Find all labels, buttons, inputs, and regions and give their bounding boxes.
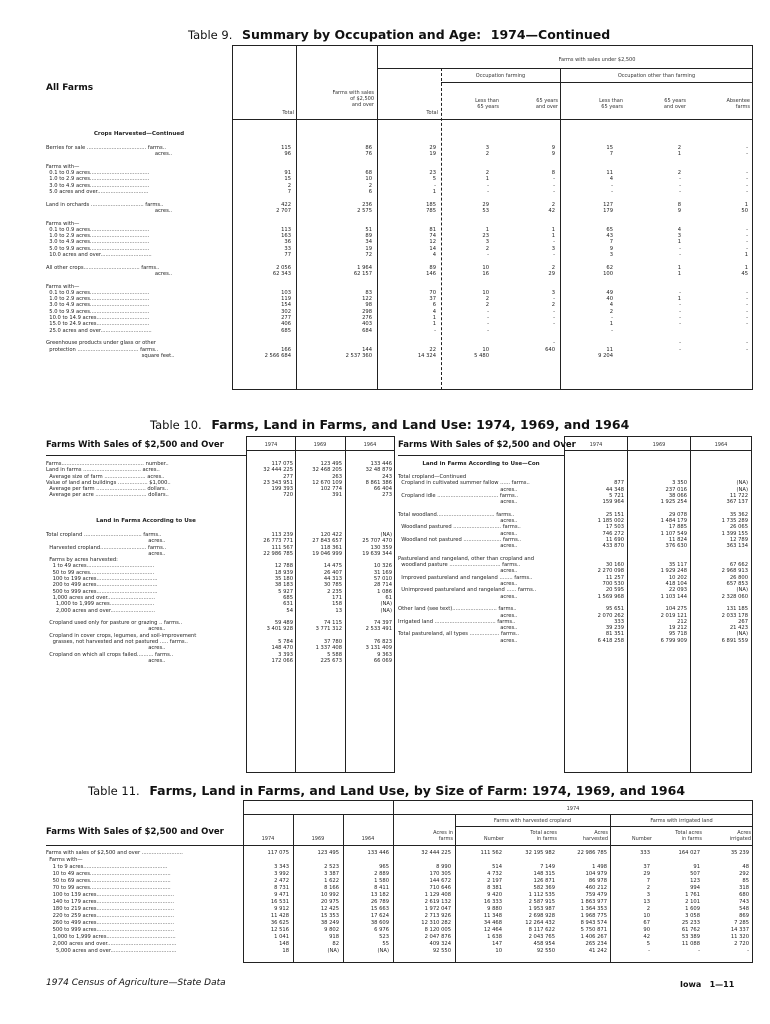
footer-page-number: Iowa 1—11 [680, 980, 735, 989]
t11-h-1974: 1974 [566, 806, 580, 812]
t10-right-hrule [564, 450, 752, 451]
t11-col-tot2: 164 027 91 507 123 994 1 761 2 101 1 609 3 058 25 233 61 762 53 389 11 088 - [678, 850, 700, 954]
t9-col-total2: 29 19 23 5 - 1 185 785 81 74 12 14 4 89 146 70 37 6 4 1 1 - 22 14 324 [417, 145, 436, 359]
t10-sep-l1 [295, 436, 296, 773]
t9-sep4 [560, 68, 561, 390]
t9-c-total: Total [282, 110, 294, 116]
t11-c-irr: Acres irrigated [729, 830, 751, 842]
t10-sec-right: Land in Farms According to Use—Con [422, 461, 540, 467]
t9-row-labels: Berries for sale .................................... farms.. acres.. Farms with— 0.1 to 0.9 acres.................................... 1.0 to 2.9 acres.................................... 3.0 to 4.9 acres.................................... 5.0 acres and over............................... Land in orchards ................................ farms.. acres.. Farms with— 0.1 to 0.9 acres.................................... 1.0 to 2.9 acres.................................... 3.0 to 4.9 acres.................................... 5.0 to 9.9 acres.................................... 10.0 acres and over............................... All other crops.................................. farms.. acres.. Farms with— 0.1 to 0.9 acres.................................... 1.0 to 2.9 acres.................................... 3.0 to 4.9 acres.................................... 5.0 to 9.9 acres.................................... 10.0 to 14.9 acres................................ 15.0 to 24.9 acres................................ 25.0 acres and over............................... Greenhouse products under glass or other protection ..................................... farms.. square feet.. [46, 145, 175, 359]
t10-head-right: Farms With Sales of $2,500 and Over [398, 440, 576, 450]
t11-c-1964: 1964 [361, 836, 375, 842]
footer-source: 1974 Census of Agriculture—State Data [46, 978, 226, 988]
table9-year: 1974—Continued [490, 27, 611, 42]
table9-heading: Summary by Occupation and Age: [242, 27, 482, 42]
all-farms-label: All Farms [46, 83, 94, 93]
t9-h-under: Farms with sales under $2,500 [558, 57, 636, 63]
t10-l-1964: 1964 [363, 442, 377, 448]
t11-sep2 [343, 814, 344, 963]
t11-col-num1: 111 562 514 4 732 2 197 8 381 9 420 16 333 9 880 11 348 34 468 12 464 1 638 147 10 [480, 850, 502, 954]
t10-head-left: Farms With Sales of $2,500 and Over [46, 440, 224, 450]
t11-sep4 [455, 814, 456, 963]
t11-left-underline [46, 845, 243, 846]
t11-c-num2: Number [631, 836, 652, 842]
t10-l-1974: 1974 [264, 442, 278, 448]
t11-rule-top [243, 814, 753, 815]
table11-heading: Farms, Land in Farms, and Land Use, by Size of Farm: 1974, 1969, and 1964 [149, 783, 686, 798]
t10-left-hrule [246, 450, 395, 451]
t11-col-harv: 22 986 785 1 498 104 979 86 978 460 212 759 479 1 863 977 1 364 353 1 968 775 8 943 574 5 750 871 1 406 267 265 234 41 242 [577, 850, 607, 954]
t11-c-acres: Acres in farms [433, 830, 453, 842]
t10-l-col-1969: 120 422 27 843 657 118 361 19 046 999 14 475 26 407 44 313 30 785 2 235 171 158 13 74 115 3 771 312 37 780 1 337 408 5 588 225 673 [312, 532, 342, 664]
t9-sep3 [441, 68, 442, 390]
t10-right-underline [398, 455, 564, 456]
t9-c-lt65a: Less than 65 years [475, 98, 499, 110]
t11-col-irr: 35 239 48 292 85 318 680 743 548 869 7 285 14 337 11 320 2 720 - [730, 850, 749, 954]
t10-left-underline [46, 455, 246, 456]
t9-c-65a: 65 years and over [535, 98, 558, 110]
t11-sep3 [393, 800, 394, 963]
t11-row-labels: Farms with sales of $2,500 and over ......................... Farms with— 1 to 9 acres................................................... 10 to 49 acres................................................. 50 to 69 acres................................................. 70 to 99 acres................................................. 100 to 139 acres............................................... 140 to 179 acres............................................... 180 to 219 acres............................................... 220 to 259 acres............................................... 260 to 499 acres............................................... 500 to 999 acres............................................... 1,000 to 1,999 acres.......................................... 2,000 acres and over.......................................... 5,000 acres and over........................................ [46, 850, 183, 954]
t10-r-col-1969: 3 350 237 016 38 066 1 925 254 29 078 1 484 179 17 885 1 107 549 11 824 376 630 35 117 1 929 248 10 202 418 104 22 093 1 103 144 104 275 2 019 121 212 19 212 95 718 6 799 909 [660, 480, 687, 644]
t9-c-65b: 65 years and over [663, 98, 686, 110]
table9-topline [232, 45, 753, 46]
t10-r-1974: 1974 [589, 442, 603, 448]
t11-col-1969: 123 495 2 523 3 387 1 622 8 166 10 992 20 975 12 425 15 353 38 249 9 802 918 82 (NA) [317, 850, 339, 954]
t11-c-num1: Number [483, 836, 504, 842]
t11-rule-hdr [243, 845, 753, 846]
t11-sep1 [293, 814, 294, 963]
t9-col-sales: 86 76 68 10 2 6 236 2 575 51 89 34 19 72 1 964 62 157 83 122 98 298 276 403 684 144 2 537 360 [345, 145, 372, 359]
t9-col-65b: 2 1 2 - - - 8 9 4 3 1 - - 1 1 - 1 - - - - - - [677, 145, 681, 353]
t10-l-col-1974: 113 239 26 773 771 111 567 22 986 785 12 788 18 939 35 180 38 183 5 927 685 631 54 59 489 3 401 928 5 784 148 470 3 393 172 066 [263, 532, 293, 664]
t10-sep-r2 [690, 436, 691, 773]
table10-title [150, 417, 629, 432]
table9-number: Table 9. [188, 28, 233, 42]
t10-lt-1964: 133 446 32 48 879 243 8 861 386 66 404 273 [365, 461, 392, 499]
t9-col-total: 115 96 91 15 2 7 422 2 707 113 163 36 33 77 2 056 62 343 103 119 154 302 277 406 685 166 2 566 684 [264, 145, 291, 359]
table11-title [88, 783, 685, 798]
t11-c-tot2: Total acres in farms [675, 830, 702, 842]
t11-sep5 [610, 814, 611, 963]
t9-subrule2 [441, 82, 753, 83]
t11-c-1974: 1974 [261, 836, 275, 842]
t9-sep1 [296, 45, 297, 390]
table9-title [188, 27, 610, 42]
t9-col-lt65a: 3 2 2 1 - - 29 53 1 23 3 2 - 10 16 10 2 2 - - - - 10 5 480 [474, 145, 489, 359]
t10-lt-1969: 123 495 32 468 205 263 12 670 109 102 774 391 [312, 461, 342, 499]
table10-heading: Farms, Land in Farms, and Land Use: 1974, 1969, and 1964 [211, 417, 630, 432]
t11-head: Farms With Sales of $2,500 and Over [46, 827, 224, 837]
table10-number: Table 10. [150, 418, 202, 432]
t10-r-col-1964: (NA) (NA) 11 722 367 137 35 362 1 735 289 26 065 1 399 155 12 789 363 134 67 662 2 968 913 26 800 657 853 (NA) 2 328 060 131 185 2 033 178 267 21 423 (NA) 6 891 559 [721, 480, 748, 644]
t10-r-1969: 1969 [652, 442, 666, 448]
t9-sep2 [377, 45, 378, 390]
t9-subrule [377, 68, 753, 69]
t9-col-65a: 9 9 8 - - - 2 42 1 1 - 3 - 2 29 3 - 2 - - - - 640 [545, 145, 555, 353]
t9-col-lt65b: 15 7 11 4 - - 127 179 65 43 7 9 3 62 100 49 40 4 2 - 1 - 11 9 204 [598, 145, 613, 359]
t9-section: Crops Harvested—Continued [93, 131, 185, 137]
t10-lt-1974: 117 075 32 444 225 277 23 343 951 199 393 720 [263, 461, 293, 499]
t10-left-top-labels: Farms.................................................. number.. Land in farms ................................... acres.. Average size of farm ......................... acres.. Value of land and buildings .................. $1,000.. Average per farm .............................. dollars.. Average per acre ............................... dollars.. [46, 461, 171, 499]
t9-col-abs: - - - - - - 1 50 - - - - 1 1 45 - - - - - - - - [741, 145, 748, 353]
t10-sec-left: Land in Farms According to Use [96, 518, 196, 524]
table9-header-rule [232, 119, 753, 120]
t10-r-1964: 1964 [714, 442, 728, 448]
t10-sep-l2 [345, 436, 346, 773]
t10-l-col-1964: (NA) 25 707 470 130 359 19 639 344 10 326 31 169 57 010 28 714 1 086 61 (NA) (NA) 74 397 2 533 491 76 823 3 131 409 9 363 66 069 [362, 532, 392, 664]
t11-c-harv: Acres harvested [582, 830, 608, 842]
table11-number: Table 11. [88, 784, 140, 798]
t9-h-occ: Occupation farming [475, 73, 526, 79]
t10-right-labels: Total cropland—Continued Cropland in cultivated summer fallow ...... farms.. acres.. Cropland idle ..................................... farms.. acres.. Total woodland................................... farms.. acres.. Woodland pastured ............................. farms.. acres.. Woodland not pastured ....................... farms.. acres.. Pastureland and rangeland, other than cropland and woodland pasture ............................... farms.. acres.. Improved pastureland and rangeland ........ farms.. acres.. Unimproved pastureland and rangeland ...... farms.. acres.. Other land (see text)........................... farms.. acres.. Irrigated land ..................................... farms.. acres.. Total pastureland, all types .................. farms.. acres.. [398, 474, 537, 644]
t11-col-1964: 133 446 965 2 889 1 580 8 411 13 182 26 789 15 663 17 624 38 609 6 976 523 55 (NA) [367, 850, 389, 954]
t9-c-sales: Farms with sales of $2,500 and over [332, 90, 374, 108]
t11-h-harv: Farms with harvested cropland [493, 818, 572, 824]
t10-left-labels: Total cropland ................................... farms.. acres.. Harvested cropland............................ farms.. acres.. Farms by acres harvested: 1 to 49 acres......................................... 50 to 99 acres....................................... 100 to 199 acres..................................... 200 to 499 acres..................................... 500 to 999 acres..................................... 1,000 acres and over............................. 1,000 to 1,999 acres........................... 2,000 acres and over........................... Cropland used only for pasture or grazing .. farms.. acres.. Cropland in cover crops, legumes, and soil-improvement grasses, not harvested and not pastured ..... farms.. acres.. Cropland on which all crops failed.......... farms.. acres.. [46, 532, 197, 664]
t11-col-acres: 32 444 225 8 990 170 305 144 672 710 646 1 129 408 2 619 132 1 972 047 2 713 926 12 310 282 8 120 005 2 047 876 409 324 92 550 [421, 850, 451, 954]
t9-c-lt65b: Less than 65 years [599, 98, 623, 110]
t9-c-total2: Total [426, 110, 438, 116]
t11-c-1969: 1969 [311, 836, 325, 842]
t10-sep-r1 [627, 436, 628, 773]
t11-col-tot1: 32 195 982 7 149 148 315 126 871 582 369 1 112 535 2 587 915 1 953 987 2 698 928 12 264 432 8 117 622 2 043 765 458 954 92 550 [525, 850, 555, 954]
t11-col-1974: 117 075 3 343 3 992 2 472 8 731 9 471 16 531 9 912 11 428 36 625 12 516 1 041 148 18 [267, 850, 289, 954]
t11-c-tot1: Total acres in farms [530, 830, 557, 842]
t9-h-other: Occupation other than farming [617, 73, 696, 79]
t10-l-1969: 1969 [313, 442, 327, 448]
t11-h-irr: Farms with irrigated land [650, 818, 713, 824]
t11-subrule [455, 826, 753, 827]
t11-col-num2: 333 37 29 7 2 3 13 2 10 67 90 42 5 - [640, 850, 650, 954]
t10-r-col-1974: 877 44 348 5 721 159 964 25 151 1 185 002 17 503 746 272 11 690 433 870 30 160 2 270 098 11 257 700 530 20 595 1 569 968 95 651 2 070 262 333 39 239 81 351 6 418 258 [597, 480, 624, 644]
t9-c-abs: Absentee farms [726, 98, 750, 110]
